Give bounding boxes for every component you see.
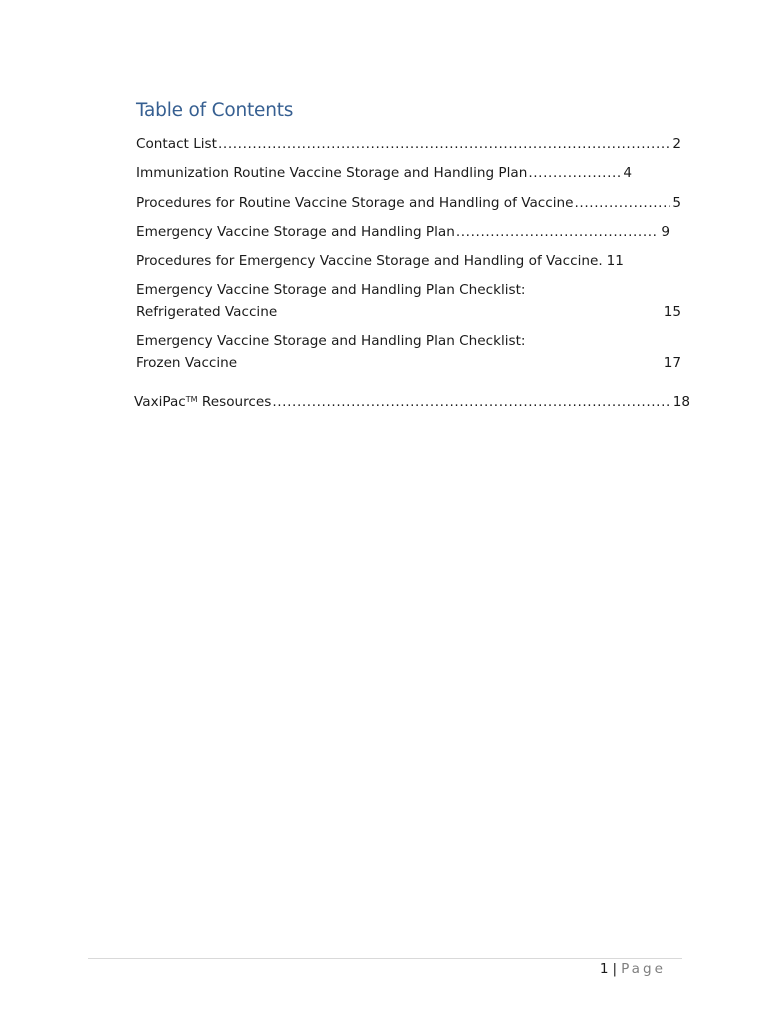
toc-entry-page: 18 <box>672 394 690 410</box>
trademark-symbol: TM <box>185 395 198 404</box>
footer-divider <box>88 958 682 959</box>
toc-entry-text: Procedures for Emergency Vaccine Storage and Handling of Vaccine. <box>136 253 603 269</box>
toc-entry-text: Immunization Routine Vaccine Storage and Handling Plan <box>136 165 528 181</box>
page-number: 1 <box>599 961 609 977</box>
toc-entry-checklist-refrigerated[interactable] <box>136 279 681 323</box>
toc-entry-text: Emergency Vaccine Storage and Handling Plan Checklist: <box>136 282 526 298</box>
toc-entry-page: 15 <box>663 304 681 320</box>
toc-entry-text-after: Resources <box>197 394 272 410</box>
toc-entry-line <box>136 301 681 323</box>
toc-entry-page: 2 <box>672 136 681 152</box>
footer-separator: | <box>612 961 618 977</box>
toc-heading: Table of Contents <box>136 100 294 121</box>
toc-entry-text: Procedures for Routine Vaccine Storage and Handling of Vaccine <box>136 195 574 211</box>
toc-entry-checklist-frozen[interactable] <box>136 330 681 374</box>
dot-leader <box>528 162 621 184</box>
dot-leader <box>575 192 671 214</box>
toc-entry-page: 4 <box>623 165 632 181</box>
dot-leader <box>456 221 660 243</box>
toc-entry-text <box>134 389 271 413</box>
toc-entry-vaxipac-resources[interactable] <box>134 389 690 413</box>
toc-entry-page: 9 <box>661 224 670 240</box>
toc-entry-text: Contact List <box>136 136 217 152</box>
toc-entry-subtext: Frozen Vaccine <box>136 355 238 371</box>
toc-entry-text: Emergency Vaccine Storage and Handling Plan Checklist: <box>136 333 526 349</box>
toc-entry-text-main: VaxiPac <box>134 394 186 410</box>
toc-entry-line <box>136 352 681 374</box>
toc-entry-routine-procedures[interactable] <box>136 192 681 214</box>
dot-leader <box>218 133 670 155</box>
toc-entry-page: 11 <box>606 253 624 269</box>
page-footer <box>600 961 666 977</box>
page-word: Page <box>621 961 666 977</box>
toc-entry-routine-plan[interactable] <box>136 162 632 184</box>
toc-entry-page: 5 <box>672 195 681 211</box>
toc-entry-emergency-procedures[interactable] <box>136 250 670 272</box>
toc-entry-emergency-plan[interactable] <box>136 221 670 243</box>
toc-entry-contact-list[interactable] <box>136 133 681 155</box>
toc-entry-page: 17 <box>663 355 681 371</box>
toc-entry-subtext: Refrigerated Vaccine <box>136 304 278 320</box>
dot-leader <box>272 391 670 413</box>
toc-entry-text: Emergency Vaccine Storage and Handling Plan <box>136 224 455 240</box>
